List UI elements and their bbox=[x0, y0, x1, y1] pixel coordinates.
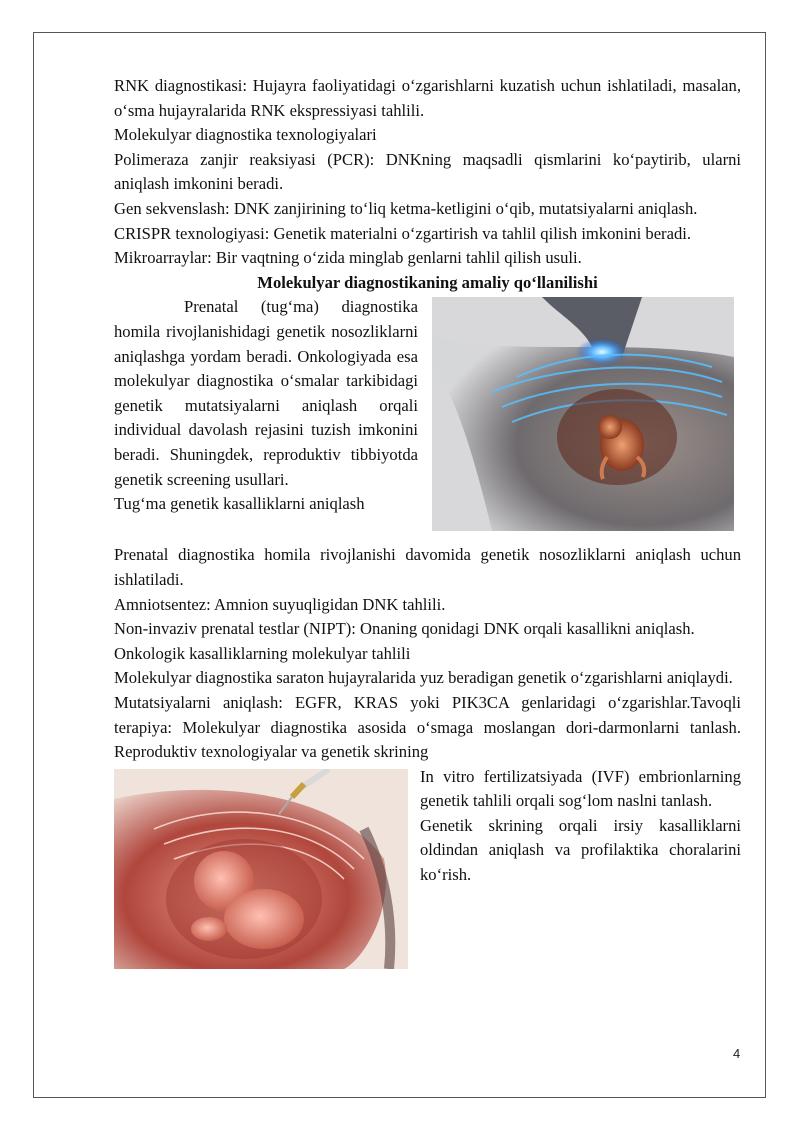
paragraph-tech-title: Molekulyar diagnostika texnologiyalari bbox=[114, 125, 377, 145]
paragraph-rnk: RNK diagnostikasi: Hujayra faoliyatidagi o‘zgarishlarni kuzatish uchun ishlatiladi, masalan, o‘sma hujayralarida RNK ekspressiyasi tahlili. bbox=[114, 76, 741, 120]
paragraph-cancer-changes: Molekulyar diagnostika saraton hujayralarida yuz beradigan genetik o‘zgarishlarni aniqlaydi. bbox=[114, 668, 733, 688]
paragraph-screening: Genetik skrining orqali irsiy kasalliklarni oldindan aniqlash va profilaktika choralarini ko‘rish. bbox=[420, 815, 741, 885]
ivf-section bbox=[114, 765, 741, 975]
page-content bbox=[114, 74, 741, 975]
page-number: 4 bbox=[733, 1046, 741, 1061]
paragraph-prenatal-use: Prenatal diagnostika homila rivojlanishi davomida genetik nosozliklarni aniqlash uchun ishlatiladi. bbox=[114, 545, 741, 589]
prenatal-section bbox=[114, 295, 741, 543]
womb-fetus-image bbox=[114, 769, 408, 969]
paragraph-pcr: Polimeraza zanjir reaksiyasi (PCR): DNKning maqsadli qismlarini ko‘paytirib, ularni aniqlash imkonini beradi. bbox=[114, 149, 741, 194]
paragraph-mutations: Mutatsiyalarni aniqlash: EGFR, KRAS yoki PIK3CA genlaridagi o‘zgarishlar.Tavoqli terapiya: Molekulyar diagnostika asosida o‘smaga moslangan dori-darmonlarni tanlash. Reproduktiv texnologiyalar va genetik skrining bbox=[114, 692, 741, 762]
left-text-column bbox=[114, 295, 418, 516]
paragraph-nipt: Non-invaziv prenatal testlar (NIPT): Onaning qonidagi DNK orqali kasallikni aniqlash. bbox=[114, 619, 695, 639]
paragraph-congenital-title: Tug‘ma genetik kasalliklarni aniqlash bbox=[114, 494, 365, 514]
paragraph-sequencing: Gen sekvenslash: DNK zanjirining to‘liq ketma-ketligini o‘qib, mutatsiyalarni aniqlash. bbox=[114, 198, 698, 218]
paragraph-oncology-title: Onkologik kasalliklarning molekulyar tahlili bbox=[114, 643, 411, 663]
paragraph-amniocentesis: Amniotsentez: Amnion suyuqligidan DNK tahlili. bbox=[114, 594, 446, 614]
section-heading: Molekulyar diagnostikaning amaliy qo‘llanilishi bbox=[257, 272, 598, 292]
paragraph-ivf: In vitro fertilizatsiyada (IVF) embrionlarning genetik tahlili orqali sog‘lom naslni tanlash. bbox=[420, 766, 741, 811]
paragraph-crispr: CRISPR texnologiyasi: Genetik materialni o‘zgartirish va tahlil qilish imkonini beradi. bbox=[114, 223, 692, 243]
paragraph-prenatal-intro: Prenatal (tug‘ma) diagnostika homila rivojlanishidagi genetik nosozliklarni aniqlashga yordam beradi. Onkologiyada esa molekulyar diagnostika o‘smalar tarkibidagi genetik mutatsiyalarni aniqlash orqali individual davolash rejasini tuzish imkonini beradi. Shuningdek, reproduktiv tibbiyotda genetik screening usullari. bbox=[114, 297, 418, 489]
ultrasound-fetus-image bbox=[432, 297, 734, 531]
paragraph-microarray: Mikroarraylar: Bir vaqtning o‘zida minglab genlarni tahlil qilish usuli. bbox=[114, 248, 582, 268]
right-text-column bbox=[420, 765, 741, 888]
